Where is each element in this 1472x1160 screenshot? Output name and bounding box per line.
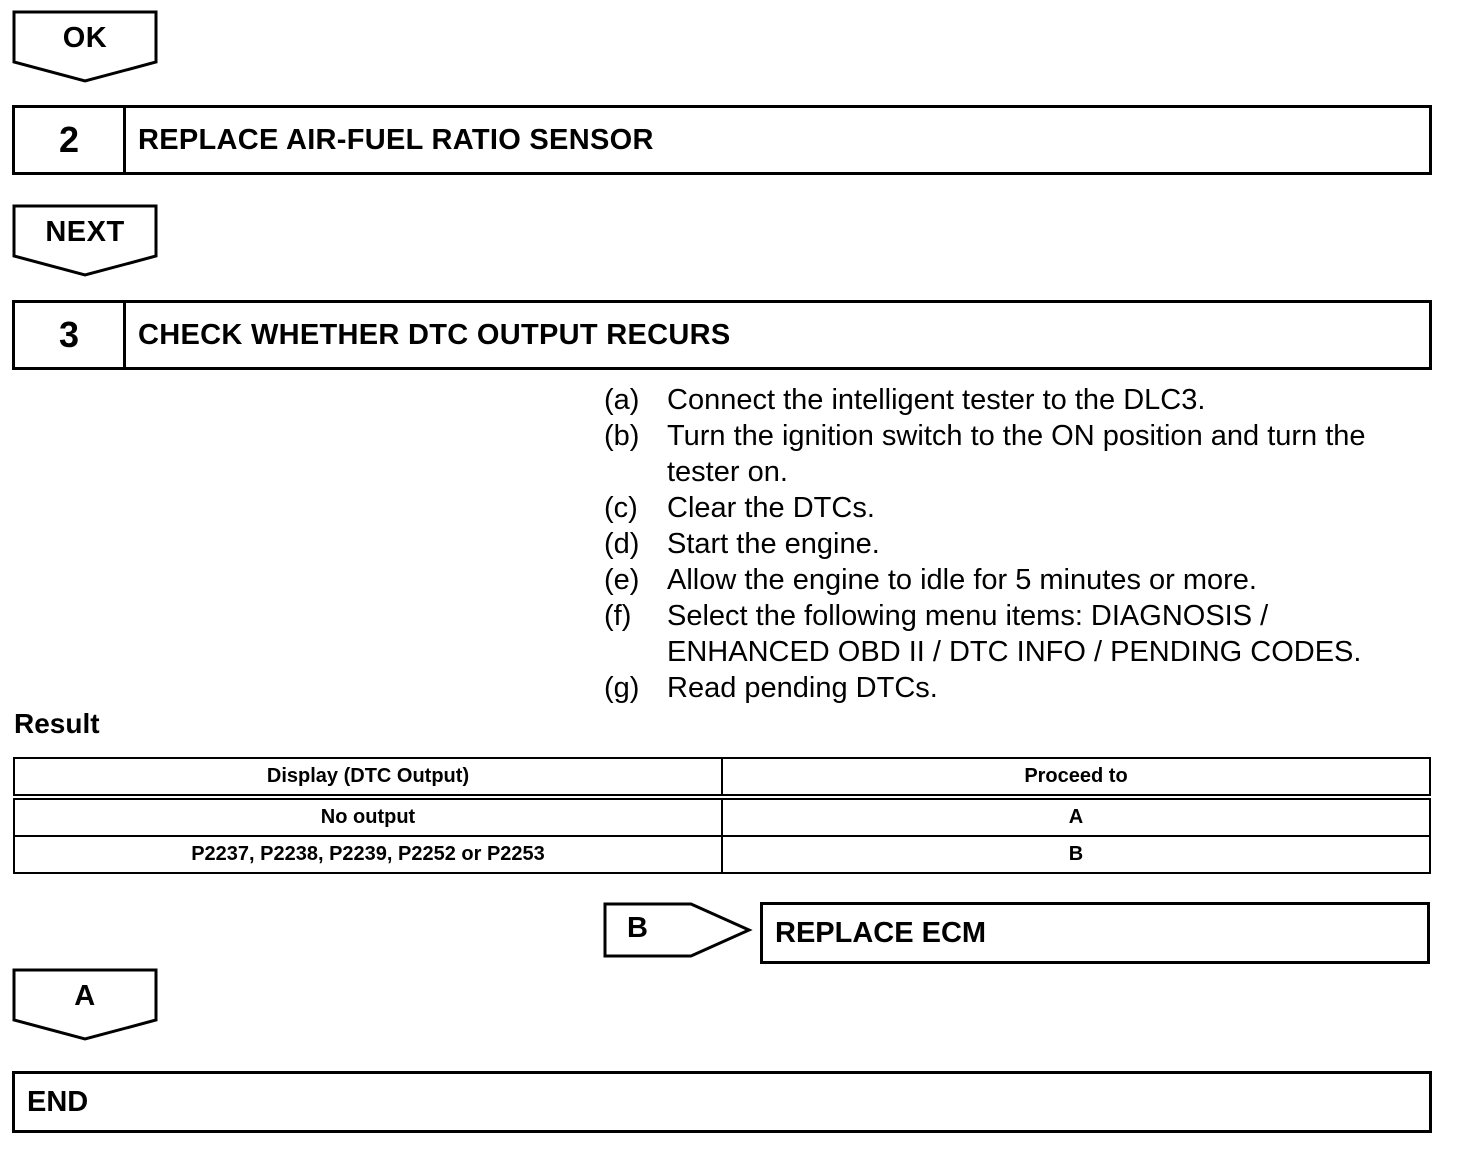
list-item — [604, 670, 1424, 706]
item-text: Clear the DTCs. — [667, 492, 875, 524]
result-table — [13, 757, 1431, 874]
table-cell: No output — [14, 797, 722, 836]
end-box — [12, 1071, 1432, 1133]
item-text: Connect the intelligent tester to the DLC3. — [667, 384, 1206, 416]
table-cell: B — [722, 836, 1430, 873]
b-branch-arrow — [603, 902, 751, 958]
step-2-box — [12, 105, 1432, 175]
table-cell: P2237, P2238, P2239, P2252 or P2253 — [14, 836, 722, 873]
b-label: B — [627, 912, 648, 944]
list-item — [604, 526, 1424, 562]
step-title: REPLACE AIR-FUEL RATIO SENSOR — [138, 123, 654, 156]
a-label: A — [74, 980, 96, 1012]
column-header: Proceed to — [722, 758, 1430, 797]
item-text: Read pending DTCs. — [667, 672, 938, 704]
next-label: NEXT — [45, 216, 125, 248]
step-number: 2 — [15, 108, 126, 172]
list-item — [604, 418, 1424, 490]
item-text: Turn the ignition switch to the ON position and turn the tester on. — [667, 420, 1366, 488]
branch-title: REPLACE ECM — [775, 916, 987, 949]
step-number: 3 — [15, 303, 126, 367]
item-letter: (f) — [604, 600, 632, 632]
item-letter: (e) — [604, 564, 640, 596]
step-3-box — [12, 300, 1432, 370]
table-header-row — [14, 758, 1430, 797]
item-letter: (d) — [604, 528, 640, 560]
result-heading: Result — [14, 708, 100, 739]
item-letter: (c) — [604, 492, 638, 524]
item-letter: (g) — [604, 672, 640, 704]
table-cell: A — [722, 797, 1430, 836]
table-row — [14, 797, 1430, 836]
item-text: Select the following menu items: DIAGNOSIS / ENHANCED OBD II / DTC INFO / PENDING CODES. — [667, 600, 1362, 668]
list-item — [604, 382, 1424, 418]
item-text: Allow the engine to idle for 5 minutes or more. — [667, 564, 1257, 596]
list-item — [604, 490, 1424, 526]
list-item — [604, 562, 1424, 598]
item-text: Start the engine. — [667, 528, 880, 560]
column-header: Display (DTC Output) — [14, 758, 722, 797]
ok-label: OK — [62, 22, 108, 54]
procedure-list — [604, 382, 1424, 706]
item-letter: (a) — [604, 384, 640, 416]
replace-ecm-box — [760, 902, 1430, 964]
right-arrow-icon — [603, 902, 753, 960]
a-arrow — [12, 968, 158, 1040]
next-arrow — [12, 204, 158, 276]
item-letter: (b) — [604, 420, 640, 452]
step-title: CHECK WHETHER DTC OUTPUT RECURS — [138, 318, 731, 351]
table-row — [14, 836, 1430, 873]
list-item — [604, 598, 1424, 670]
ok-arrow — [12, 10, 158, 82]
end-title: END — [27, 1085, 89, 1118]
